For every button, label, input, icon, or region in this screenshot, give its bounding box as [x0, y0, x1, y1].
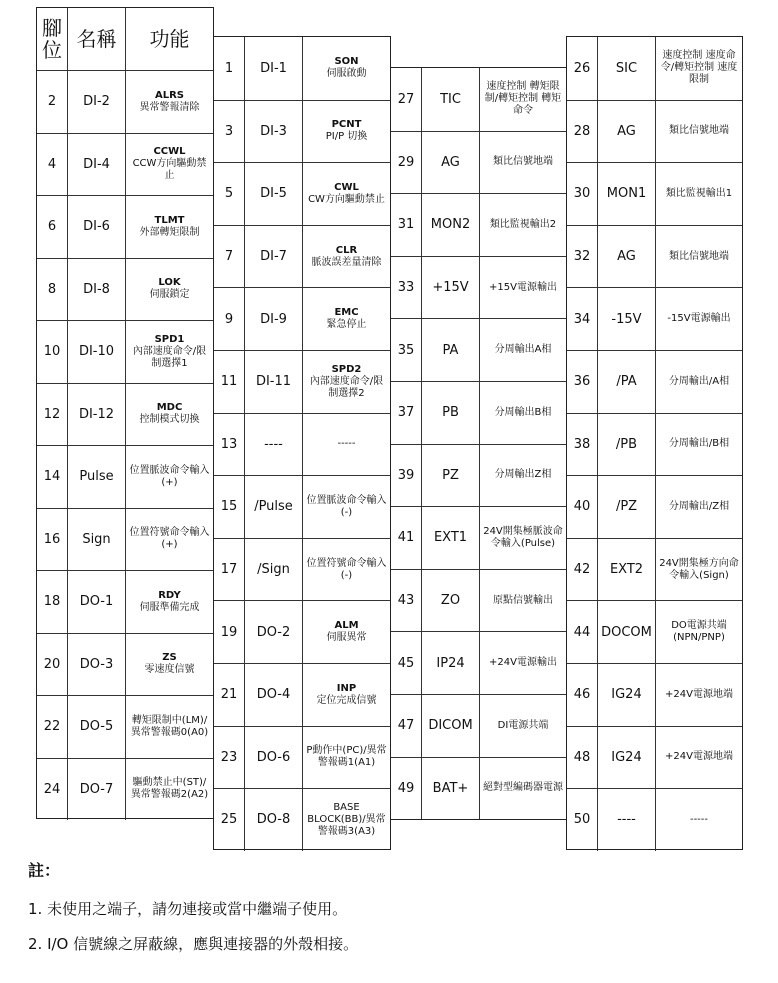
function-code: ALM: [334, 620, 359, 632]
table-row: [37, 320, 213, 383]
connector-table-odd-right: [390, 67, 567, 820]
function-description: 緊急停止: [326, 319, 367, 331]
table-row: [567, 475, 742, 538]
table-row: [567, 287, 742, 350]
signal-function: [302, 476, 390, 538]
function-description: 絕對型編碼器電源: [483, 782, 563, 794]
table-row: [391, 193, 566, 256]
signal-name: PZ: [421, 445, 479, 507]
signal-name: DO-4: [244, 664, 302, 726]
pin-number: 46: [573, 687, 591, 703]
signal-function: [655, 414, 742, 476]
note-1: 1. 未使用之端子，請勿連接或當中繼端子使用。: [28, 900, 348, 918]
table-row: [214, 726, 390, 789]
notes-title: 註：: [28, 861, 61, 880]
pin-number: 32: [573, 249, 591, 265]
signal-name: DO-5: [67, 696, 125, 758]
signal-function: [125, 446, 213, 508]
function-description: 零速度信號: [144, 664, 195, 676]
function-description: 脈波誤差量清除: [311, 256, 382, 268]
pin-number: 24: [43, 781, 61, 797]
signal-function: [125, 71, 213, 133]
function-code: RDY: [158, 589, 181, 601]
table-row: [37, 695, 213, 758]
table-row: [214, 100, 390, 163]
function-description: P動作中(PC)/異常警報碼1(A1): [306, 745, 387, 769]
function-description: 類比信號地端: [669, 125, 729, 137]
signal-name: -15V: [597, 288, 655, 350]
pin-number: 48: [573, 749, 591, 765]
pin-number: 4: [47, 156, 57, 172]
signal-function: [302, 101, 390, 163]
signal-function: [479, 445, 566, 507]
signal-name: MON1: [597, 163, 655, 225]
pin-number: 49: [397, 780, 415, 796]
pin-number: 28: [573, 123, 591, 139]
pin-number: 6: [47, 219, 57, 235]
signal-name: /PA: [597, 351, 655, 413]
function-code: SPD2: [331, 363, 362, 375]
signal-name: DICOM: [421, 695, 479, 757]
table-row: [214, 538, 390, 601]
function-description: 分周輸出/B相: [668, 438, 730, 450]
signal-name: DI-5: [244, 163, 302, 225]
table-row: [37, 758, 213, 821]
function-description: -----: [337, 438, 356, 450]
signal-function: [125, 509, 213, 571]
pin-number: 45: [397, 655, 415, 671]
function-description: +24V電源輸出: [489, 657, 557, 669]
signal-function: [302, 226, 390, 288]
signal-name: IP24: [421, 632, 479, 694]
signal-name: TIC: [421, 68, 479, 131]
function-description: 類比監視輸出2: [489, 218, 557, 230]
table-row: [567, 100, 742, 163]
function-code: SON: [334, 56, 359, 68]
signal-function: [479, 632, 566, 694]
signal-name: AG: [597, 226, 655, 288]
signal-name: ----: [597, 789, 655, 851]
signal-function: [479, 695, 566, 757]
function-description: 伺服啟動: [326, 68, 367, 80]
signal-function: [125, 196, 213, 258]
table-row: [391, 131, 566, 194]
function-code: ALRS: [154, 89, 184, 101]
signal-function: [125, 634, 213, 696]
signal-name: PB: [421, 382, 479, 444]
function-description: 轉矩限制中(LM)/異常警報碼0(A0): [130, 714, 209, 738]
table-row: [391, 569, 566, 632]
pin-number: 42: [573, 562, 591, 578]
function-description: DI電源共端: [497, 719, 549, 731]
signal-name: BAT+: [421, 758, 479, 820]
pin-number: 17: [220, 562, 238, 578]
function-code: MDC: [156, 402, 183, 414]
function-code: CWL: [334, 181, 359, 193]
pin-number: 33: [397, 280, 415, 296]
table-row: [37, 633, 213, 696]
table-row: [214, 475, 390, 538]
pin-number: 19: [220, 624, 238, 640]
pin-header: 腳位: [42, 16, 62, 62]
signal-name: DI-12: [67, 384, 125, 446]
table-row: [391, 381, 566, 444]
signal-name: Sign: [67, 509, 125, 571]
function-description: BASE BLOCK(BB)/異常警報碼3(A3): [307, 801, 386, 837]
table-row: [391, 318, 566, 381]
table-row: [214, 663, 390, 726]
pin-number: 43: [397, 593, 415, 609]
function-description: 伺服準備完成: [139, 601, 200, 613]
pin-number: 15: [220, 499, 238, 515]
signal-name: +15V: [421, 257, 479, 319]
signal-name: AG: [421, 132, 479, 194]
signal-function: [125, 696, 213, 758]
function-description: DO電源共端(NPN/PNP): [671, 620, 727, 644]
signal-function: [125, 384, 213, 446]
table-row: [391, 506, 566, 569]
signal-name: /Sign: [244, 539, 302, 601]
signal-name: AG: [597, 101, 655, 163]
signal-name: DI-3: [244, 101, 302, 163]
signal-function: [302, 727, 390, 789]
signal-name: PA: [421, 319, 479, 381]
pin-number: 37: [397, 405, 415, 421]
function-description: 內部速度命令/限制選擇2: [309, 375, 384, 399]
signal-name: DI-8: [67, 259, 125, 321]
table-row: [567, 600, 742, 663]
signal-name: DI-6: [67, 196, 125, 258]
table-row: [214, 413, 390, 476]
function-description: PI/P 切換: [325, 131, 368, 143]
signal-name: DO-1: [67, 571, 125, 633]
signal-function: [655, 101, 742, 163]
table-row: [214, 600, 390, 663]
table-row: [567, 788, 742, 851]
pin-number: 30: [573, 186, 591, 202]
table-row: [391, 444, 566, 507]
signal-function: [479, 319, 566, 381]
pin-number: 20: [43, 656, 61, 672]
pin-number: 3: [224, 123, 234, 139]
pin-number: 23: [220, 749, 238, 765]
table-row: [391, 256, 566, 319]
signal-function: [655, 226, 742, 288]
pin-number: 34: [573, 311, 591, 327]
pin-number: 27: [397, 91, 415, 107]
function-description: +24V電源地端: [665, 751, 733, 763]
function-description: 分周輸出/A相: [668, 375, 730, 387]
signal-function: [479, 758, 566, 820]
function-description: 伺服鎖定: [149, 289, 190, 301]
connector-table-even-right: [566, 36, 743, 850]
signal-function: [655, 727, 742, 789]
function-description: 分周輸出/Z相: [668, 500, 730, 512]
signal-name: DI-7: [244, 226, 302, 288]
table-row: [391, 631, 566, 694]
pin-number: 13: [220, 436, 238, 452]
table-row: [37, 70, 213, 133]
pin-number: 14: [43, 469, 61, 485]
signal-function: [655, 37, 742, 100]
pin-number: 35: [397, 342, 415, 358]
signal-function: [302, 37, 390, 100]
function-description: 24V開集極脈波命令輸入(Pulse): [483, 525, 563, 549]
connector-table-odd-left: [213, 36, 391, 850]
signal-name: DO-6: [244, 727, 302, 789]
signal-function: [479, 68, 566, 131]
pin-number: 16: [43, 531, 61, 547]
function-code: CLR: [335, 244, 358, 256]
table-row: [214, 225, 390, 288]
signal-name: /Pulse: [244, 476, 302, 538]
signal-name: Pulse: [67, 446, 125, 508]
table-row: [214, 788, 390, 851]
signal-function: [302, 351, 390, 413]
function-description: 位置符號命令輸入(+): [129, 527, 210, 551]
function-header: 功能: [125, 8, 213, 70]
function-description: 原點信號輸出: [493, 594, 553, 606]
function-description: 速度控制 轉矩限制/轉矩控制 轉矩命令: [484, 81, 562, 117]
signal-name: DI-4: [67, 134, 125, 196]
table-row: [37, 258, 213, 321]
pin-number: 2: [47, 94, 57, 110]
function-code: LOK: [158, 277, 181, 289]
table-row: [37, 570, 213, 633]
signal-name: EXT1: [421, 507, 479, 569]
signal-function: [125, 321, 213, 383]
function-code: PCNT: [331, 119, 362, 131]
pin-number: 12: [43, 406, 61, 422]
pin-number: 41: [397, 530, 415, 546]
function-description: 控制模式切換: [139, 414, 200, 426]
signal-name: /PB: [597, 414, 655, 476]
signal-function: [479, 507, 566, 569]
signal-function: [655, 476, 742, 538]
function-description: 異常警報清除: [139, 101, 200, 113]
function-code: TLMT: [154, 214, 185, 226]
signal-function: [302, 539, 390, 601]
function-description: 定位完成信號: [316, 694, 377, 706]
signal-name: DOCOM: [597, 601, 655, 663]
pin-number: 5: [224, 186, 234, 202]
table-row: [391, 757, 566, 820]
signal-function: [125, 571, 213, 633]
function-description: 位置脈波命令輸入(+): [129, 464, 210, 488]
table-row: [37, 383, 213, 446]
table-row: [567, 350, 742, 413]
signal-name: IG24: [597, 664, 655, 726]
signal-function: [655, 351, 742, 413]
signal-function: [302, 789, 390, 851]
pin-number: 31: [397, 217, 415, 233]
signal-function: [479, 382, 566, 444]
table-row: [37, 445, 213, 508]
pin-number: 11: [220, 374, 238, 390]
table-row: [214, 287, 390, 350]
signal-name: /PZ: [597, 476, 655, 538]
pin-number: 8: [47, 281, 57, 297]
pin-number: 50: [573, 812, 591, 828]
function-description: 速度控制 速度命令/轉矩控制 速度限制: [660, 50, 738, 86]
table-row: [567, 413, 742, 476]
signal-function: [479, 132, 566, 194]
signal-name: DO-7: [67, 759, 125, 821]
signal-function: [655, 288, 742, 350]
function-description: CCW方向驅動禁止: [132, 158, 207, 182]
function-description: 類比信號地端: [493, 156, 553, 168]
pin-number: 36: [573, 374, 591, 390]
pin-number: 29: [397, 154, 415, 170]
pin-number: 9: [224, 311, 234, 327]
table-row: [37, 133, 213, 196]
pin-number: 21: [220, 687, 238, 703]
signal-name: DO-8: [244, 789, 302, 851]
function-description: CW方向驅動禁止: [308, 193, 385, 205]
note-2: 2. I/O 信號線之屏蔽線，應與連接器的外殼相接。: [28, 935, 359, 953]
pin-number: 44: [573, 624, 591, 640]
pin-number: 1: [224, 60, 234, 76]
signal-name: ----: [244, 414, 302, 476]
signal-function: [655, 539, 742, 601]
signal-name: DI-2: [67, 71, 125, 133]
table-header: [37, 8, 213, 70]
function-description: 驅動禁止中(ST)/異常警報碼2(A2): [130, 777, 209, 801]
signal-function: [655, 601, 742, 663]
function-description: 分周輸出B相: [494, 406, 552, 418]
signal-name: DO-2: [244, 601, 302, 663]
table-row: [391, 694, 566, 757]
pin-number: 38: [573, 436, 591, 452]
signal-function: [302, 601, 390, 663]
function-description: -15V電源輸出: [667, 313, 731, 325]
function-description: +24V電源地端: [665, 688, 733, 700]
function-code: ZS: [162, 652, 177, 664]
table-row: [391, 68, 566, 131]
signal-function: [655, 163, 742, 225]
signal-name: DO-3: [67, 634, 125, 696]
connector-table-even-left: [36, 7, 214, 819]
table-row: [567, 538, 742, 601]
signal-function: [302, 414, 390, 476]
pin-number: 10: [43, 344, 61, 360]
signal-name: DI-10: [67, 321, 125, 383]
table-row: [567, 162, 742, 225]
signal-function: [125, 759, 213, 821]
signal-name: SIC: [597, 37, 655, 100]
table-row: [567, 726, 742, 789]
table-row: [214, 37, 390, 100]
function-code: INP: [336, 682, 357, 694]
signal-function: [479, 194, 566, 256]
pin-number: 47: [397, 718, 415, 734]
function-description: 分周輸出Z相: [494, 469, 552, 481]
name-header: 名稱: [67, 8, 125, 70]
signal-name: MON2: [421, 194, 479, 256]
signal-name: DI-9: [244, 288, 302, 350]
pin-number: 40: [573, 499, 591, 515]
function-code: CCWL: [153, 146, 186, 158]
function-description: +15V電源輸出: [489, 281, 557, 293]
pin-number: 25: [220, 812, 238, 828]
function-description: 伺服異常: [326, 632, 367, 644]
table-row: [567, 225, 742, 288]
function-description: 分周輸出A相: [494, 344, 552, 356]
function-description: -----: [689, 813, 709, 825]
signal-function: [125, 134, 213, 196]
pin-number: 22: [43, 719, 61, 735]
signal-function: [479, 257, 566, 319]
table-row: [37, 508, 213, 571]
signal-function: [125, 259, 213, 321]
signal-function: [302, 664, 390, 726]
function-description: 位置脈波命令輸入(-): [306, 494, 387, 518]
function-description: 類比信號地端: [669, 250, 729, 262]
function-description: 類比監視輸出1: [665, 187, 733, 199]
signal-function: [302, 163, 390, 225]
function-description: 位置符號命令輸入(-): [306, 557, 387, 581]
function-code: SPD1: [154, 333, 185, 345]
signal-function: [479, 570, 566, 632]
signal-name: EXT2: [597, 539, 655, 601]
table-row: [37, 195, 213, 258]
signal-function: [655, 789, 742, 851]
signal-name: ZO: [421, 570, 479, 632]
signal-function: [655, 664, 742, 726]
table-row: [214, 350, 390, 413]
pin-number: 39: [397, 467, 415, 483]
function-description: 24V開集極方向命令輸入(Sign): [659, 557, 739, 581]
table-row: [567, 663, 742, 726]
table-row: [567, 37, 742, 100]
table-row: [214, 162, 390, 225]
signal-name: DI-1: [244, 37, 302, 100]
pin-number: 26: [573, 60, 591, 76]
function-description: 內部速度命令/限制選擇1: [132, 345, 207, 369]
pin-number: 7: [224, 249, 234, 265]
function-code: EMC: [334, 307, 359, 319]
pin-number: 18: [43, 594, 61, 610]
signal-function: [302, 288, 390, 350]
signal-name: DI-11: [244, 351, 302, 413]
function-description: 外部轉矩限制: [139, 226, 200, 238]
signal-name: IG24: [597, 727, 655, 789]
